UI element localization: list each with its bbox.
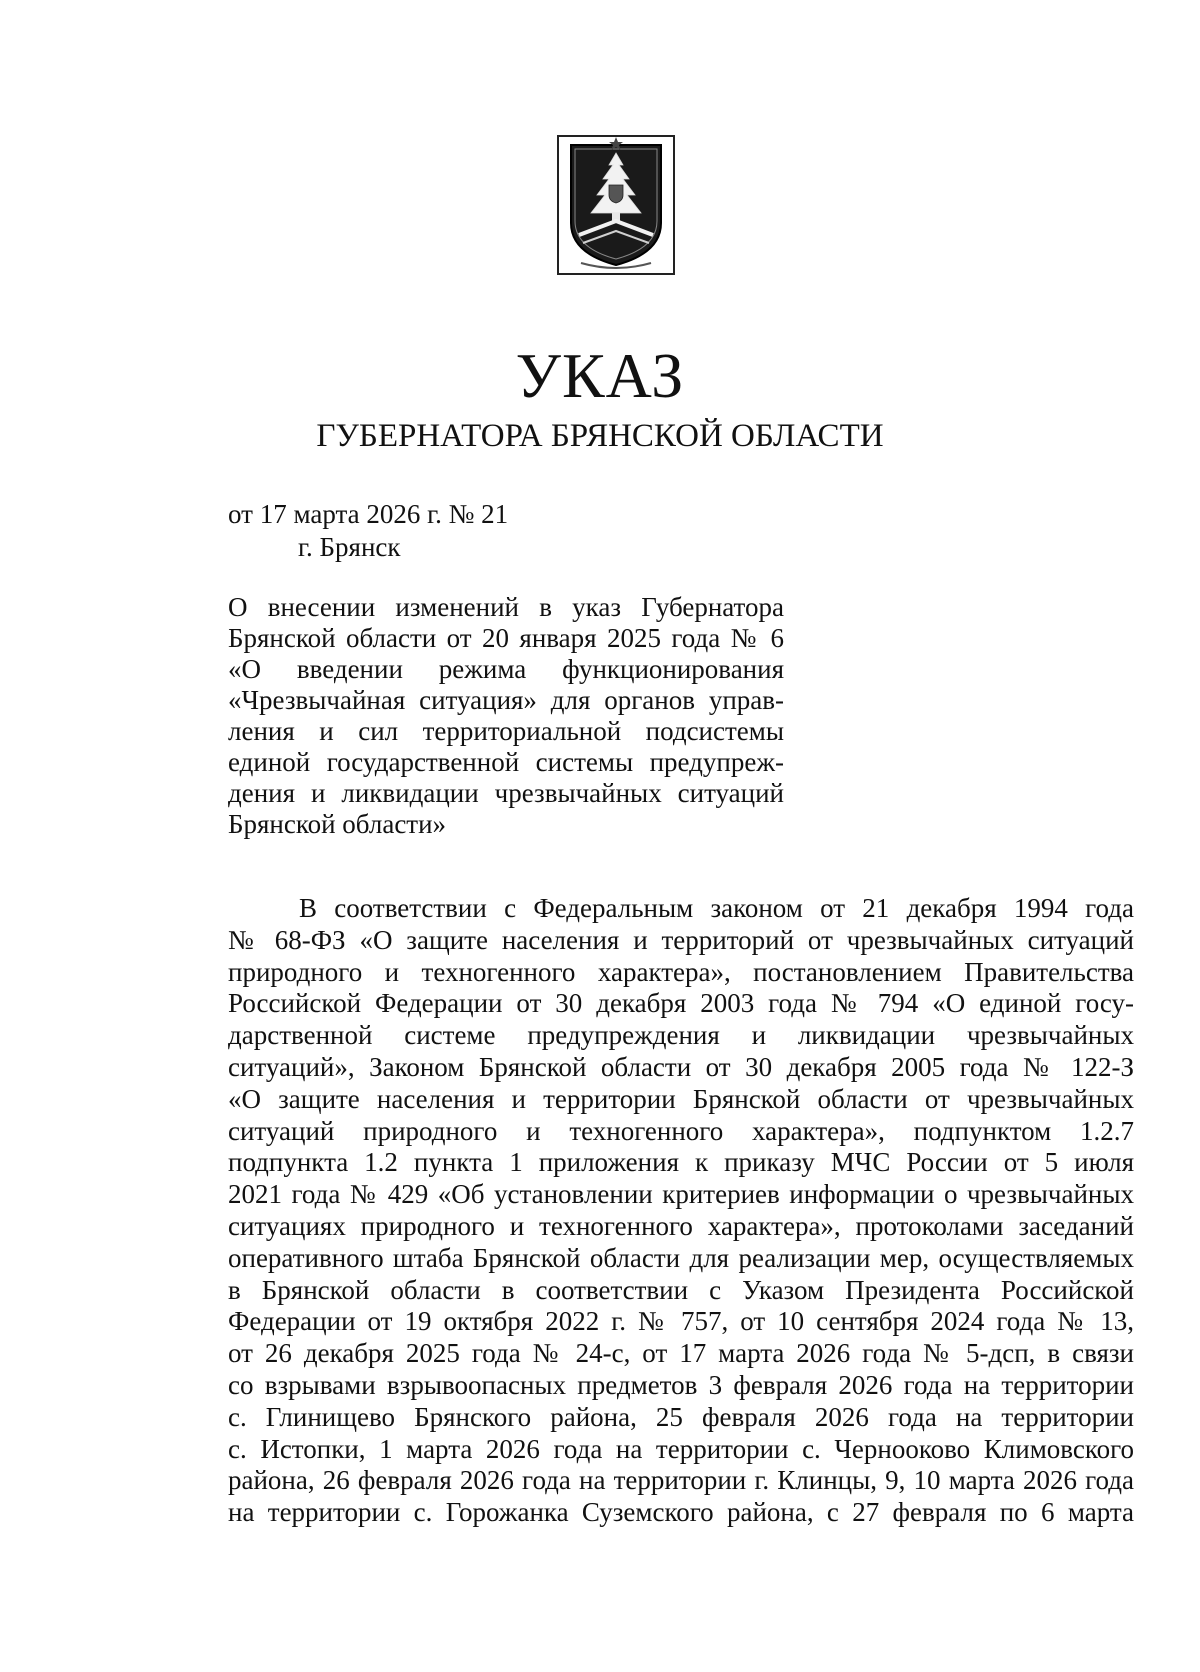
coat-of-arms-icon [557, 135, 675, 275]
document-subtitle: ГУБЕРНАТОРА БРЯНСКОЙ ОБЛАСТИ [316, 418, 884, 454]
body-line: 2021 года № 429 «Об установлении критериев информации о чрезвычайных [228, 1179, 1134, 1210]
heading-line: «О введении режима функционирования [228, 654, 784, 684]
body-line: ситуациях природного и техногенного характера», протоколами заседаний [228, 1210, 1134, 1241]
body-line: с. Истопки, 1 марта 2026 года на территории с. Чернооково Климовского [228, 1433, 1134, 1464]
decree-city: г. Брянск [298, 532, 401, 562]
heading-line: О внесении изменений в указ Губернатора [228, 592, 784, 622]
body-line: на территории с. Горожанка Суземского района, с 27 февраля по 6 марта [228, 1497, 1134, 1528]
decree-heading [228, 592, 784, 840]
body-line: района, 26 февраля 2026 года на территории г. Клинцы, 9, 10 марта 2026 года [228, 1465, 1134, 1496]
body-line: подпункта 1.2 пункта 1 приложения к приказу МЧС России от 5 июля [228, 1147, 1134, 1178]
body-line: ситуаций природного и техногенного характера», подпунктом 1.2.7 [228, 1115, 1134, 1146]
body-line: от 26 декабря 2025 года № 24-с, от 17 марта 2026 года № 5-дсп, в связи [228, 1338, 1134, 1369]
heading-line: ления и сил территориальной подсистемы [228, 716, 784, 746]
body-line: № 68-ФЗ «О защите населения и территорий от чрезвычайных ситуаций [228, 924, 1134, 955]
heading-line: дения и ликвидации чрезвычайных ситуаций [228, 778, 784, 808]
body-line: В соответствии с Федеральным законом от 21 декабря 1994 года [299, 893, 1134, 923]
body-line: Федерации от 19 октября 2022 г. № 757, от 10 сентября 2024 года № 13, [228, 1306, 1134, 1337]
body-line: со взрывами взрывоопасных предметов 3 февраля 2026 года на территории [228, 1369, 1134, 1400]
decree-body-paragraph [228, 893, 1134, 1529]
heading-line: единой государственной системы предупреж- [228, 747, 784, 777]
body-line: в Брянской области в соответствии с Указом Президента Российской [228, 1274, 1134, 1305]
document-title: УКАЗ [515, 340, 685, 411]
heading-line: Брянской области» [228, 809, 447, 839]
heading-line: «Чрезвычайная ситуация» для органов управ- [228, 685, 784, 715]
body-line: «О защите населения и территории Брянской области от чрезвычайных [228, 1083, 1134, 1114]
body-line: дарственной системе предупреждения и ликвидации чрезвычайных [228, 1020, 1134, 1051]
body-line: природного и техногенного характера», постановлением Правительства [228, 956, 1134, 987]
body-line: с. Глинищево Брянского района, 25 февраля 2026 года на территории [228, 1401, 1134, 1432]
body-line: Российской Федерации от 30 декабря 2003 года № 794 «О единой госу- [228, 988, 1134, 1019]
body-line: оперативного штаба Брянской области для реализации мер, осуществляемых [228, 1242, 1134, 1273]
body-line: ситуаций», Законом Брянской области от 30 декабря 2005 года № 122-З [228, 1051, 1134, 1082]
heading-line: Брянской области от 20 января 2025 года № 6 [228, 623, 784, 653]
decree-date-number: от 17 марта 2026 г. № 21 [228, 499, 509, 529]
